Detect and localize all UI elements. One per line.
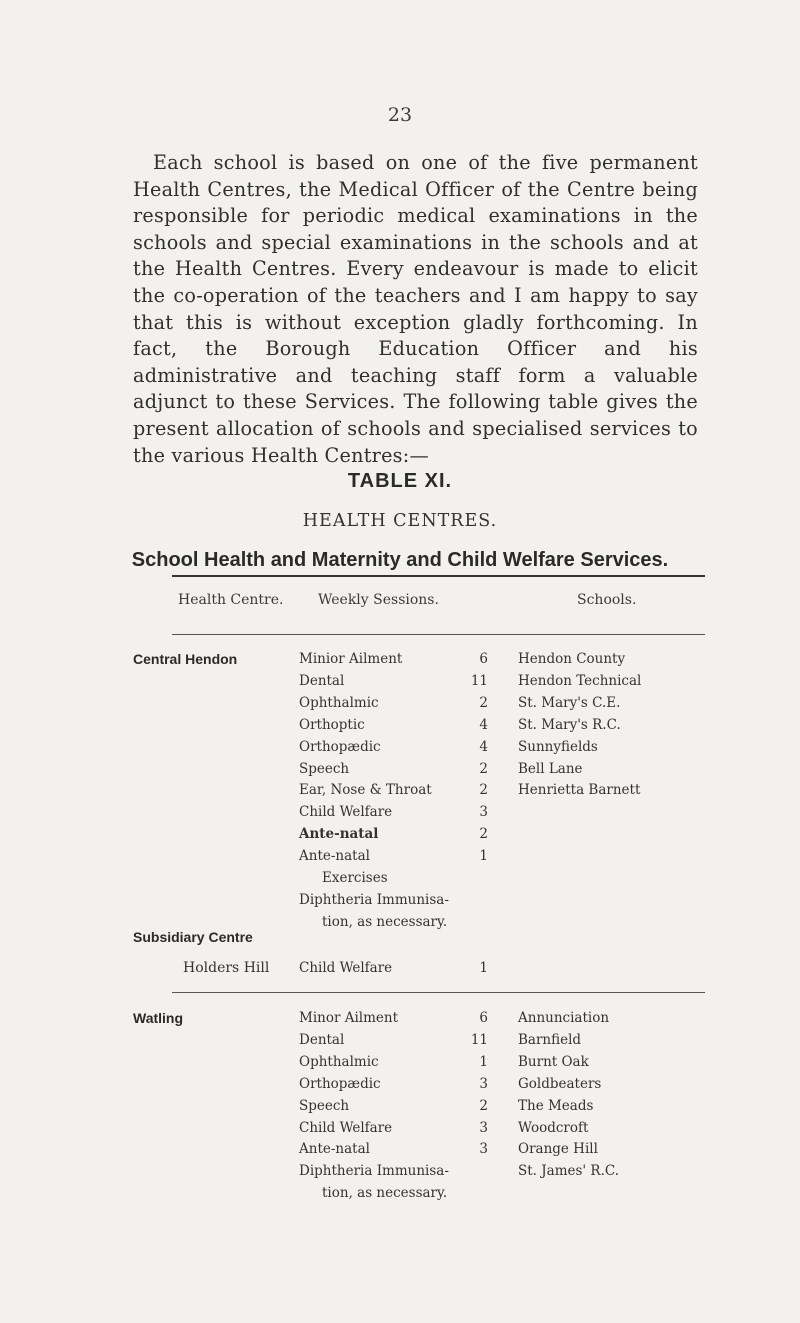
session-count: 3 xyxy=(479,804,488,821)
session-count: 2 xyxy=(479,1097,488,1114)
subsidiary-centre-name: Holders Hill xyxy=(183,960,270,976)
column-header-schools: Schools. xyxy=(577,592,637,608)
service-name: Speech xyxy=(299,760,350,777)
centre-name-central-hendon: Central Hendon xyxy=(133,651,238,667)
session-count: 2 xyxy=(479,694,488,711)
service-name: Speech xyxy=(299,1097,350,1114)
school-name: Goldbeaters xyxy=(518,1075,602,1092)
column-header-centre: Health Centre. xyxy=(178,592,284,608)
session-count: 6 xyxy=(479,1010,488,1026)
service-name: Minor Ailment xyxy=(299,1010,399,1026)
service-name: tion, as necessary. xyxy=(322,913,448,930)
school-name: Hendon Technical xyxy=(518,672,642,689)
service-name: Ante-natal xyxy=(299,1141,370,1158)
session-count: 11 xyxy=(470,1031,488,1048)
session-count: 4 xyxy=(479,738,488,755)
service-name: Orthopædic xyxy=(299,1075,381,1092)
school-name: The Meads xyxy=(518,1097,594,1114)
session-count: 1 xyxy=(479,848,488,865)
service-name: Child Welfare xyxy=(299,1119,393,1136)
subsidiary-count: 1 xyxy=(479,960,488,976)
table-title: TABLE XI. xyxy=(347,470,453,492)
session-count: 6 xyxy=(479,651,488,667)
header-rule xyxy=(172,634,705,635)
table-subtitle: HEALTH CENTRES. xyxy=(302,511,498,531)
session-count: 2 xyxy=(479,826,488,843)
school-name: St. Mary's C.E. xyxy=(518,694,621,711)
intro-paragraph: Each school is based on one of the five permanent Health Centres, the Medical Officer of the Centre being responsible for periodic medical examinations in the schools and special examinations in the schools and at the Health Centres. Every endeavour is made to elicit the co-operation of the teachers and I am happy to say that this is without exception gladly forthcoming. In fact, the Borough Education Officer and his administrative and teaching staff form a valuable adjunct to these Services. The following table gives the present allocation of schools and specialised services to the various Health Centres:— xyxy=(133,151,698,467)
service-name: Dental xyxy=(299,1031,345,1048)
school-name: Sunnyfields xyxy=(518,738,598,755)
school-name: Orange Hill xyxy=(518,1141,598,1158)
session-count: 1 xyxy=(479,1053,488,1070)
service-name: Child Welfare xyxy=(299,804,393,821)
table-top-rule xyxy=(172,575,705,577)
column-header-sessions: Weekly Sessions. xyxy=(318,592,439,608)
school-name: Barnfield xyxy=(518,1031,582,1048)
table-heading: School Health and Maternity and Child Welfare Services. xyxy=(131,549,669,571)
service-name: tion, as necessary. xyxy=(322,1185,448,1202)
subsidiary-service: Child Welfare xyxy=(299,960,393,976)
subsidiary-centre-label: Subsidiary Centre xyxy=(133,929,253,945)
session-count: 3 xyxy=(479,1119,488,1136)
service-name: Diphtheria Immunisa- xyxy=(299,1163,449,1180)
school-name: Bell Lane xyxy=(518,760,583,777)
session-count: 3 xyxy=(479,1075,488,1092)
service-name: Ear, Nose & Throat xyxy=(299,782,432,799)
school-name: St. Mary's R.C. xyxy=(518,716,621,733)
section-rule xyxy=(172,992,705,993)
service-name: Orthopædic xyxy=(299,738,381,755)
service-name: Minior Ailment xyxy=(299,651,403,667)
school-name: Hendon County xyxy=(518,651,626,667)
school-name: St. James' R.C. xyxy=(518,1163,620,1180)
service-name: Ante-natal xyxy=(299,848,370,865)
school-name: Annunciation xyxy=(518,1010,610,1026)
service-name: Exercises xyxy=(322,870,388,886)
service-name: Ophthalmic xyxy=(299,1053,379,1070)
session-count: 2 xyxy=(479,760,488,777)
service-name: Ophthalmic xyxy=(299,694,379,711)
session-count: 11 xyxy=(470,672,488,689)
session-count: 2 xyxy=(479,782,488,799)
session-count: 3 xyxy=(479,1141,488,1158)
centre-name-watling: Watling xyxy=(133,1010,184,1026)
service-name: Diphtheria Immunisa- xyxy=(299,891,449,908)
school-name: Woodcroft xyxy=(518,1119,589,1136)
service-name: Ante-natal xyxy=(299,826,379,843)
service-name: Dental xyxy=(299,672,345,689)
session-count: 4 xyxy=(479,716,488,733)
school-name: Henrietta Barnett xyxy=(518,782,641,799)
page-number: 23 xyxy=(387,104,413,126)
service-name: Orthoptic xyxy=(299,716,365,733)
school-name: Burnt Oak xyxy=(518,1053,589,1070)
